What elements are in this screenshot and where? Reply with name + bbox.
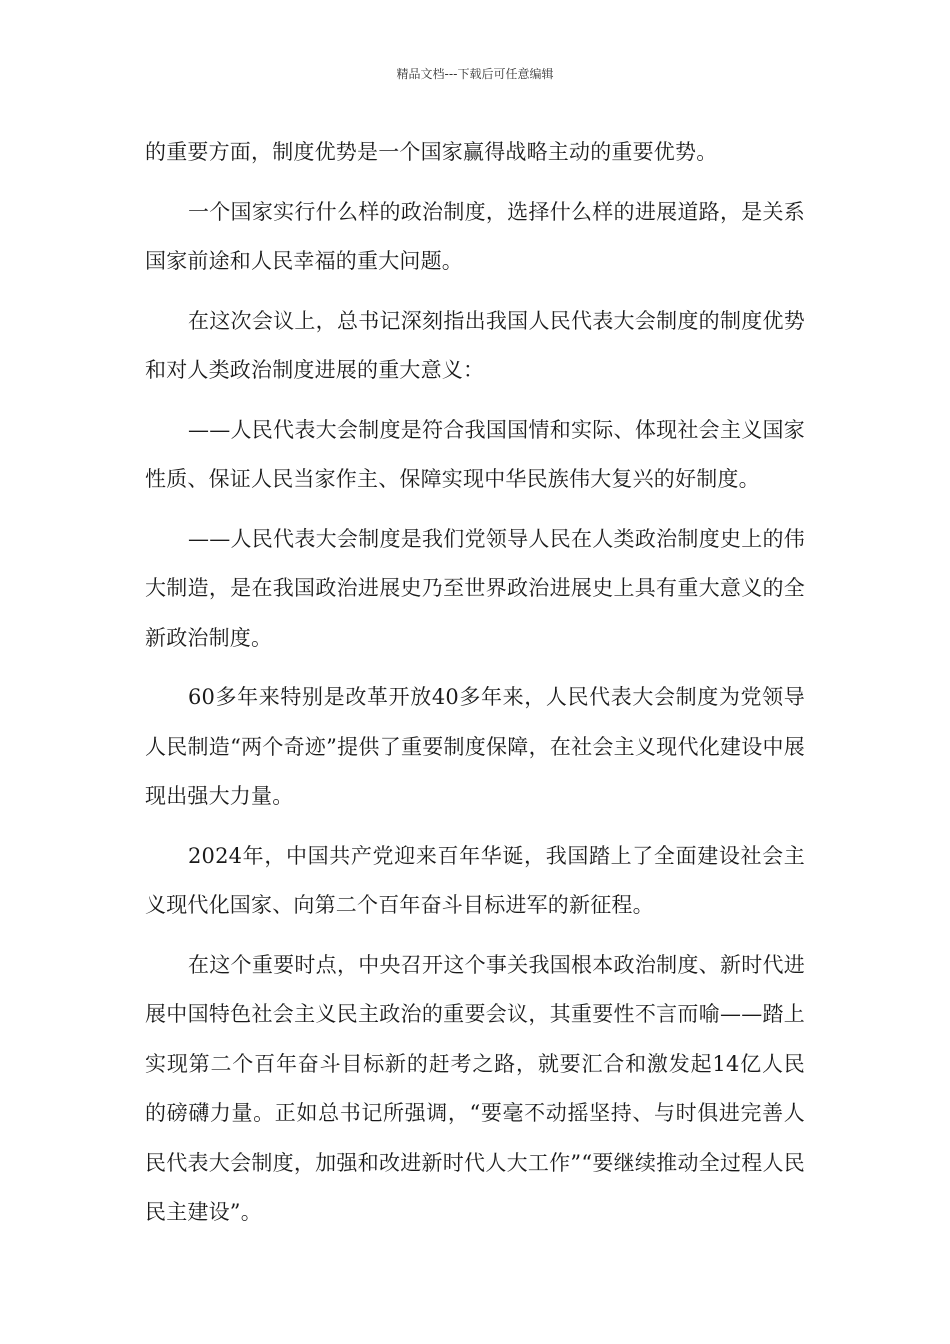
- paragraph-7: 2024年，中国共产党迎来百年华诞，我国踏上了全面建设社会主义现代化国家、向第二个百年奋斗目标进军的新征程。: [145, 843, 805, 917]
- paragraph-2: 一个国家实行什么样的政治制度，选择什么样的进展道路，是关系国家前途和人民幸福的重大问题。: [145, 199, 805, 273]
- paragraph-8: 在这个重要时点，中央召开这个事关我国根本政治制度、新时代进展中国特色社会主义民主政治的重要会议，其重要性不言而喻——踏上实现第二个百年奋斗目标新的赶考之路，就要汇合和激发起14亿人民的磅礴力量。正如总书记所强调，“要毫不动摇坚持、与时俱进完善人民代表大会制度，加强和改进新时代人大工作”“要继续推动全过程人民民主建设”。: [145, 952, 805, 1224]
- paragraph-6: 60多年来特别是改革开放40多年来，人民代表大会制度为党领导人民制造“两个奇迹”提供了重要制度保障，在社会主义现代化建设中展现出强大力量。: [145, 685, 805, 808]
- paragraph-1: 的重要方面，制度优势是一个国家赢得战略主动的重要优势。: [145, 140, 718, 164]
- paragraph-5: ——人民代表大会制度是我们党领导人民在人类政治制度史上的伟大制造，是在我国政治进展史乃至世界政治进展史上具有重大意义的全新政治制度。: [145, 526, 805, 650]
- page-header: 精品文档---下载后可任意编辑: [396, 67, 554, 81]
- paragraph-3: 在这次会议上，总书记深刻指出我国人民代表大会制度的制度优势和对人类政治制度进展的重大意义：: [145, 308, 805, 382]
- document-body: [145, 128, 805, 1248]
- paragraph-4: ——人民代表大会制度是符合我国国情和实际、体现社会主义国家性质、保证人民当家作主、保障实现中华民族伟大复兴的好制度。: [145, 417, 805, 491]
